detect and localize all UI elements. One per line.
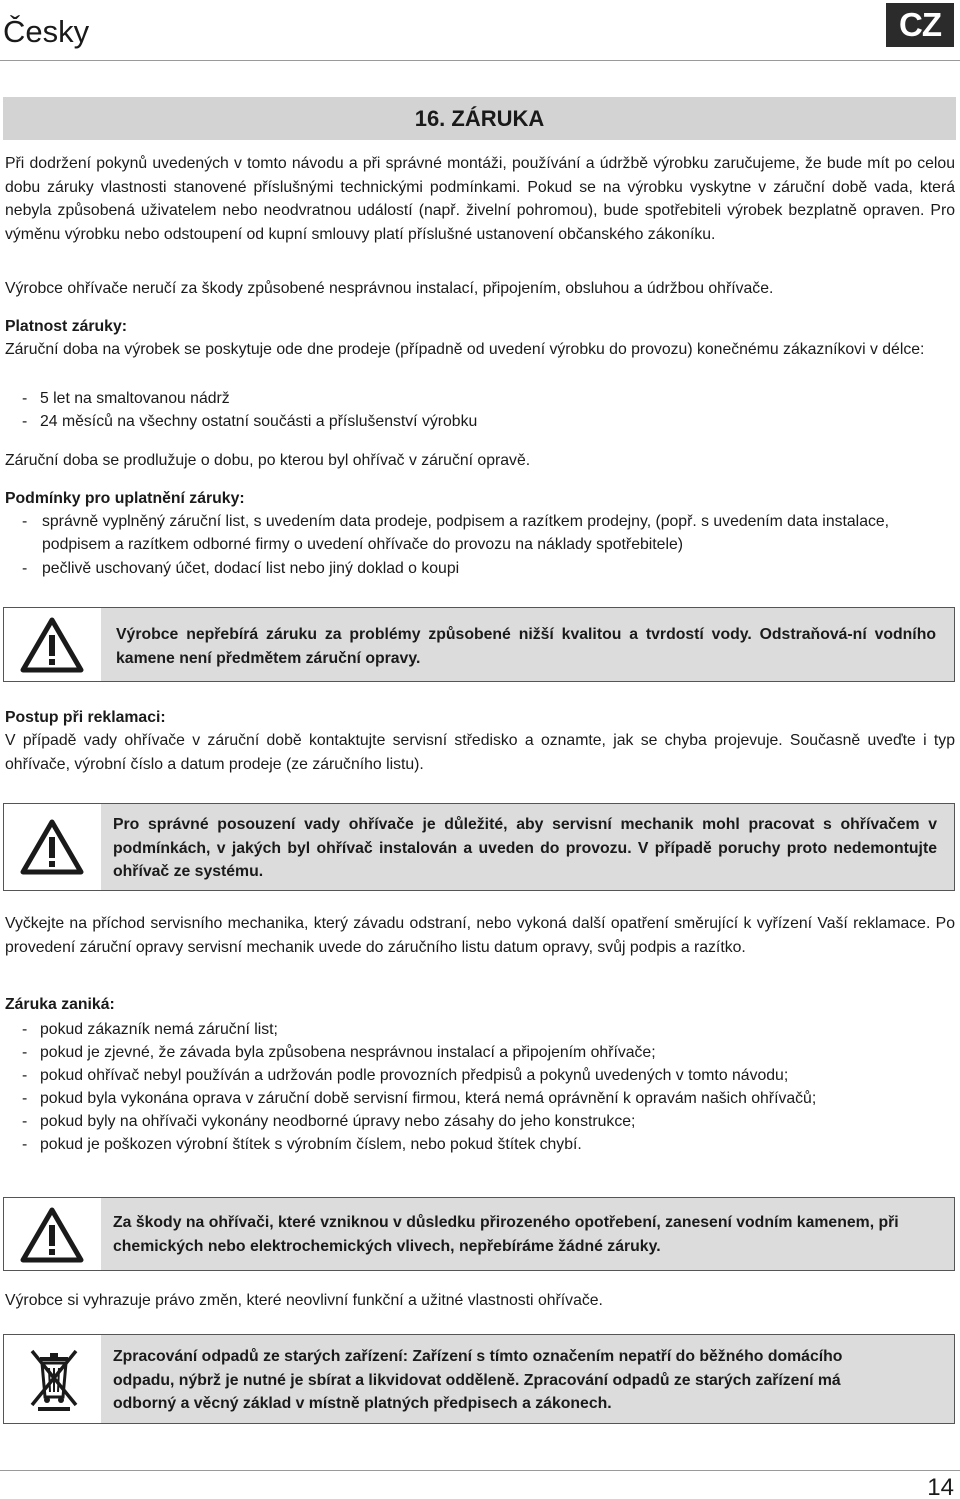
disposal-text: Zpracování odpadů ze starých zařízení: Zařízení s tímto označením nepatří do běžného domácího odpadu, nýbrž je nutné je sbírat a likvidovat odděleně. Zpracování odpadů ze starých zařízení má odborný a věcný základ v místně platných předpisech a zákonech.: [113, 1348, 843, 1412]
expiry-heading: Záruka zaniká:: [5, 996, 115, 1013]
list-item: - pokud byla vykonána oprava v záruční době servisní firmou, která nemá oprávnění k opravám našich ohřívačů;: [22, 1087, 954, 1110]
reserve-paragraph: Výrobce si vyhrazuje právo změn, které neovlivní funkční a užitné vlastnosti ohřívače.: [5, 1292, 603, 1309]
list-item: - pokud ohřívač nebyl používán a udržován podle provozních předpisů a pokynů uvedených v tomto návodu;: [22, 1064, 954, 1087]
conditions-list: [22, 510, 954, 580]
validity-heading: Platnost záruky:: [5, 318, 128, 335]
disposal-box: [3, 1334, 955, 1424]
header-divider: [0, 60, 960, 61]
language-label: Česky: [3, 14, 90, 49]
footer-divider: [0, 1470, 960, 1471]
warning-triangle-icon: [20, 1207, 84, 1263]
claim-text: V případě vady ohřívače v záruční době kontaktujte servisní středisko a oznamte, jak se chyba projevuje. Současně uveďte i typ ohřívače, výrobní číslo a datum prodeje (ze záručního listu).: [5, 732, 955, 773]
claim-heading: Postup při reklamaci:: [5, 709, 166, 726]
list-item: - správně vyplněný záruční list, s uvedením data prodeje, podpisem a razítkem prodejny, (popř. s uvedením data instalace, podpisem a razítkem odborné firmy o uvedení ohřívače do provozu na náklady spotřebitele): [22, 510, 954, 556]
section-title: 16. ZÁRUKA: [3, 97, 956, 140]
service-paragraph: Vyčkejte na příchod servisního mechanika, který závadu odstraní, nebo vykoná další opatření směrující k vyřízení Vaší reklamace. Po provedení záruční opravy servisní mechanik uvede do záručního listu datum opravy, svůj podpis a razítko.: [5, 915, 955, 956]
crossed-bin-icon: [24, 1345, 84, 1411]
warning-text: Výrobce nepřebírá záruku za problémy způsobené nižší kvalitou a tvrdostí vody. Odstraňová-ní vodního kamene není předmětem záruční opravy.: [116, 626, 936, 667]
liability-paragraph: Výrobce ohřívače neručí za škody způsobené nesprávnou instalací, připojením, obsluhou a údržbou ohřívače.: [5, 280, 774, 297]
intro-paragraph: Při dodržení pokynů uvedených v tomto návodu a při správné montáži, používání a údržbě výrobku zaručujeme, že bude mít po celou dobu záruky vlastnosti stanovené příslušnými technickými podmínkami. Pokud se na výrobku vyskytne v záruční době vada, která nebyla způsobená uživatelem nebo neodvratnou událostí (např. živelní pohromou), bude spotřebiteli výrobek bezplatně opraven. Pro výměnu výrobku nebo odstoupení od kupní smlouvy platí příslušné ustanovení občanského zákoníku.: [5, 155, 955, 243]
list-item: - pečlivě uschovaný účet, dodací list nebo jiný doklad o koupi: [22, 557, 954, 580]
warning-box-service: [3, 803, 955, 891]
extension-text: Záruční doba se prodlužuje o dobu, po kterou byl ohřívač v záruční opravě.: [5, 452, 531, 469]
warning-box-water: [3, 607, 955, 682]
list-item: - 24 měsíců na všechny ostatní součásti a příslušenství výrobku: [22, 410, 954, 433]
list-item: - pokud je zjevné, že závada byla způsobena nesprávnou instalací a připojením ohřívače;: [22, 1041, 954, 1064]
list-item: - pokud byly na ohřívači vykonány neodborné úpravy nebo zásahy do jeho konstrukce;: [22, 1110, 954, 1133]
warning-box-wear: [3, 1197, 955, 1271]
list-item: - pokud je poškozen výrobní štítek s výrobním číslem, nebo pokud štítek chybí.: [22, 1133, 954, 1156]
validity-text: Záruční doba na výrobek se poskytuje ode dne prodeje (případně od uvedení výrobku do provozu) konečnému zákazníkovi v délce:: [5, 341, 925, 358]
warning-triangle-icon: [20, 819, 84, 875]
list-item: - pokud zákazník nemá záruční list;: [22, 1018, 954, 1041]
page-number: 14: [927, 1474, 954, 1499]
warning-triangle-icon: [20, 617, 84, 673]
warning-text: Pro správné posouzení vady ohřívače je důležité, aby servisní mechanik mohl pracovat s ohřívačem v podmínkách, v jakých byl ohřívač instalován a uveden do provozu. V případě poruchy proto nedemontujte ohřívač ze systému.: [113, 816, 937, 880]
expiry-list: [22, 1018, 954, 1156]
validity-list: [22, 387, 954, 433]
warning-text: Za škody na ohřívači, které vzniknou v důsledku přirozeného opotřebení, zanesení vodním kamenem, při chemických nebo elektrochemických vlivech, nepřebíráme žádné záruky.: [113, 1214, 899, 1255]
language-badge: CZ: [886, 3, 954, 47]
list-item: - 5 let na smaltovanou nádrž: [22, 387, 954, 410]
conditions-heading: Podmínky pro uplatnění záruky:: [5, 490, 245, 507]
